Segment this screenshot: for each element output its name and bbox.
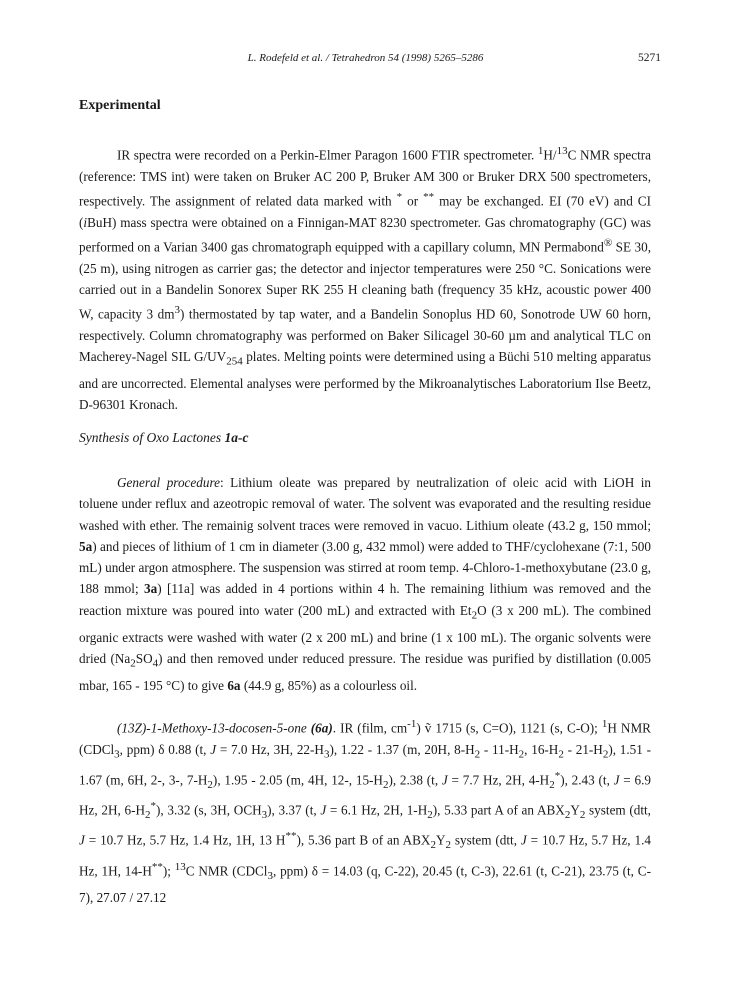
experimental-intro-paragraph: IR spectra were recorded on a Perkin-Elmer Paragon 1600 FTIR spectrometer. $^1$H/$^{13}$C NMR spectra (reference: TMS int) were taken on Bruker AC 200 P, Bruker AM 300 or Bruker DRX 500 spectrometers, respectively. The assignment of related data marked with * or ** may be exchanged. EI (70 eV) and CI (iBuH) mass spectra were obtained on a Finnigan-MAT 8230 spectrometer. Gas chromatography (GC) was performed on a Varian 3400 gas chromatograph equipped with a capillary column, MN Permabond® SE 30, (25 m), using nitrogen as carrier gas; the detector and injector temperatures were 250 °C. Sonications were carried out in a Bandelin Sonorex Super RK 255 H cleaning bath (frequency 35 kHz, acoustic power 400 W, capacity 3 $dm^3$) thermostated by tap water, and a Bandelin Sonoplus HD 60, Sonotrode UW 60 horn, respectively. Column chromatography was performed on Baker Silicagel 30-60 µm and analytical TLC on Macherey-Nagel SIL $G/UV_{254}$ plates. Melting points were determined using a Büchi 510 melting apparatus and are uncorrected. Elemental analyses were performed by the Mikroanalytisches Laboratorium Ilse Beetz, D-96301 Kronach. (79, 145, 652, 413)
compound-6a-paragraph: (13Z)-1-Methoxy-13-docosen-5-one (6a). IR (film, $cm^{-1}$) ṽ 1715 (s, C=O), 1121 (s, C-O); $^1$H NMR (CDCl$_3$, ppm) δ 0.88 (t, J = 7.0 Hz, 3H, $22-H_3$), 1.22 - 1.37 (m, 20H, $8-H_2 - 11-H_2$, $16-H_2 - 21-H_2$), 1.51 - 1.67 (m, 6H, 2-, 3-, $7-H_2$), 1.95 - 2.05 (m, 4H, 12-, $15-H_2$), 2.38 (t, J = 7.7 Hz, 2H, $4-H_2^*$), 2.43 (t, J = 6.9 Hz, 2H, $6-H_2^*$), 3.32 (s, 3H, $OCH_3$), 3.37 (t, J = 6.1 Hz, 2H, $1-H_2$), 5.33 part A of an $ABX_2Y_2$ system (dtt, J = 10.7 Hz, 5.7 Hz, 1.4 Hz, 1H, 13 H**), 5.36 part B of an $ABX_2Y_2$ system (dtt, J = 10.7 Hz, 5.7 Hz, 1.4 Hz, 1H, 14-H**); $^{13}$C NMR (CDCl$_3$, ppm) δ = 14.03 (q, C-22), 20.45 (t, C-3), 22.61 (t, C-21), 23.75 (t, C-7), 27.07 / 27.12 (79, 718, 652, 905)
page-number: 5271 (638, 52, 661, 64)
general-procedure-paragraph: General procedure: Lithium oleate was prepared by neutralization of oleic acid with LiOH in toluene under reflux and azeotropic removal of water. The solvent was evaporated and the resulting residue washed with ether. The remainig solvent traces were removed in vacuo. Lithium oleate (43.2 g, 150 mmol; 5a) and pieces of lithium of 1 cm in diameter (3.00 g, 432 mmol) were added to THF/cyclohexane (7:1, 500 mL) under argon atmosphere. The suspension was stirred at room temp. 4-Chloro-1-methoxybutane (23.0 g, 188 mmol; 3a) [11a] was added in 4 portions within 4 h. The remaining lithium was removed and the reaction mixture was poured into water (200 mL) and extracted with $Et_2O$ (3 x 200 mL). The combined organic extracts were washed with water (2 x 200 mL) and brine (1 x 100 mL). The organic solvents were dried $(Na_2SO_4)$ and then removed under reduced pressure. The residue was purified by distillation (0.005 mbar, 165 - 195 °C) to give 6a (44.9 g, 85%) as a colourless oil. (79, 475, 651, 693)
subsection-heading-synthesis: Synthesis of Oxo Lactones 1a-c (79, 430, 249, 445)
section-heading-experimental: Experimental (79, 98, 161, 113)
running-title: L. Rodefeld et al. / Tetrahedron 54 (1998) 5265–5286 (247, 52, 484, 64)
running-head (0, 52, 731, 68)
